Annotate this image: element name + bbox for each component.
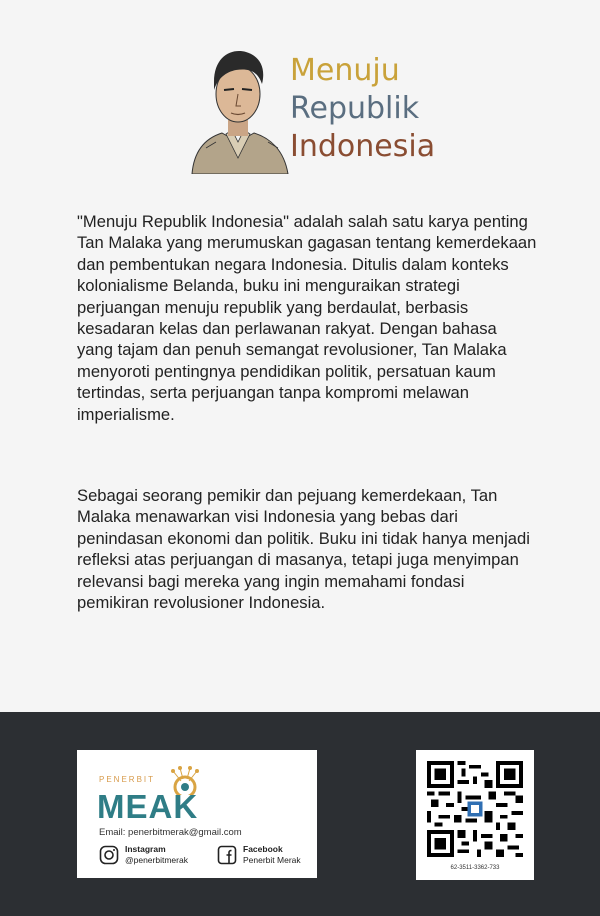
facebook-icon (217, 845, 237, 865)
title-line-3: Indonesia (290, 129, 436, 164)
title-line-2: Republik (290, 91, 420, 126)
publisher-small-label: PENERBIT (99, 775, 156, 784)
title-line-1: Menuju (290, 53, 400, 88)
publisher-email: Email: penerbitmerak@gmail.com (99, 827, 242, 838)
instagram-label: Instagram (125, 844, 166, 854)
back-cover-footer (0, 712, 600, 916)
qr-code-icon (427, 761, 523, 857)
author-portrait-illustration (186, 38, 290, 174)
instagram-handle: @penerbitmerak (125, 855, 188, 865)
facebook-label: Facebook (243, 844, 283, 854)
publisher-logo-part1: ME (97, 788, 149, 825)
facebook-contact (217, 844, 301, 866)
book-title (290, 52, 435, 166)
blurb-paragraph-1: "Menuju Republik Indonesia" adalah salah satu karya penting Tan Malaka yang merumuskan gagasan tentang kemerdekaan dan pembentukan negara Indonesia. Ditulis dalam konteks kolonialisme Belanda, buku ini menguraikan strategi perjuangan menuju republik yang berdaulat, berbasis kesadaran kelas dan perlawanan rakyat. Dengan bahasa yang tajam dan penuh semangat revolusioner, Tan Malaka menyoroti pentingnya pendidikan politik, persatuan kaum tertindas, serta perjuangan tanpa kompromi melawan imperialisme. (77, 212, 537, 424)
facebook-handle: Penerbit Merak (243, 855, 301, 865)
publisher-card (77, 750, 317, 878)
qr-caption: 62-3511-3362-733 (450, 865, 500, 871)
instagram-icon (99, 845, 119, 865)
instagram-contact (99, 844, 188, 866)
qr-card (416, 750, 534, 880)
blurb-paragraph-2: Sebagai seorang pemikir dan pejuang kemerdekaan, Tan Malaka menawarkan visi Indonesia yang bebas dari penindasan ekonomi dan politik. Buku ini tidak hanya menjadi refleksi atas perjuangan di masanya, tetapi juga menyimpan relevansi bagi mereka yang ingin memahami fondasi pemikiran revolusioner Indonesia. (77, 486, 530, 613)
publisher-logo (97, 788, 198, 826)
publisher-logo-part2: AK (148, 788, 199, 825)
